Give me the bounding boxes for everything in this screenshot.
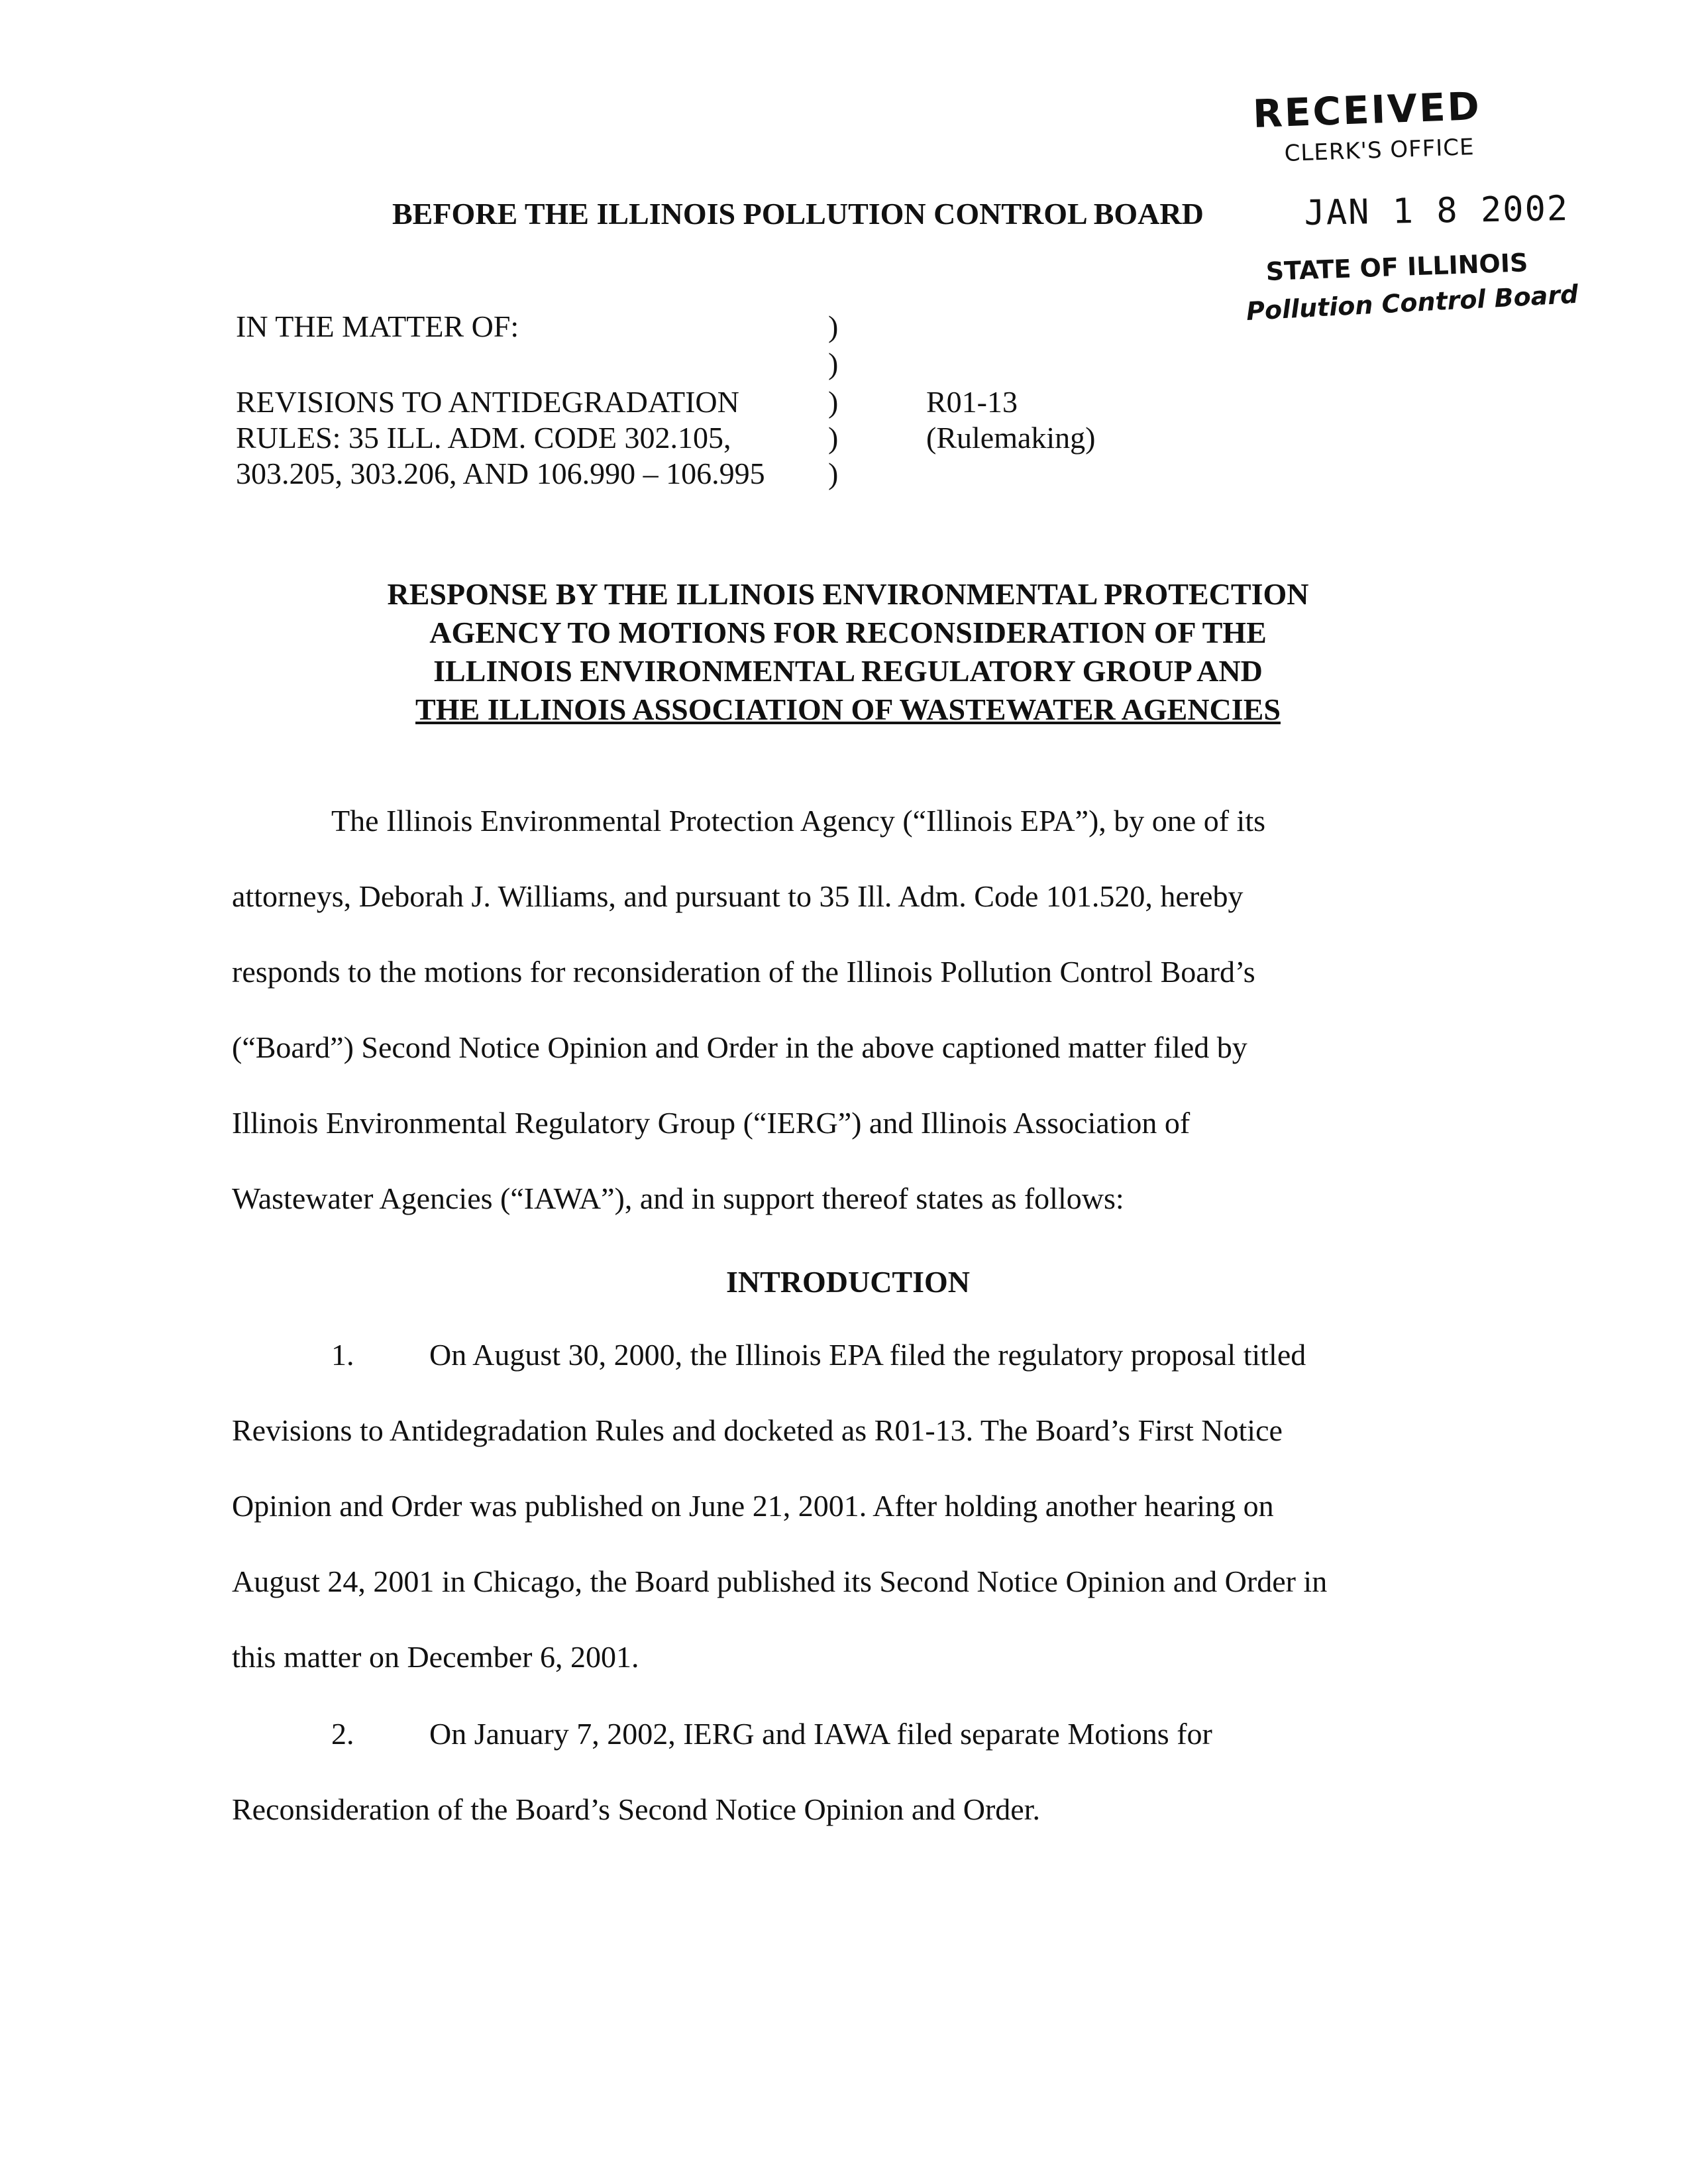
received-date-stamp: JAN 1 8 2002 [1304, 189, 1569, 233]
caption-paren: ) [828, 385, 839, 419]
caption-paren: ) [828, 347, 839, 380]
received-stamp: RECEIVED [1252, 83, 1482, 136]
paragraph-number: 1. [331, 1338, 354, 1372]
clerks-office-stamp: CLERK'S OFFICE [1284, 133, 1475, 167]
response-heading [0, 575, 1696, 729]
paragraph-line: responds to the motions for reconsideration of the Illinois Pollution Control Board’s [232, 955, 1255, 989]
section-title: INTRODUCTION [725, 1265, 971, 1299]
heading-line: AGENCY TO MOTIONS FOR RECONSIDERATION OF THE [429, 616, 1267, 649]
paragraph-line: On August 30, 2000, the Illinois EPA filed the regulatory proposal titled [429, 1338, 1306, 1372]
caption-line: 303.205, 303.206, AND 106.990 – 106.995 [236, 457, 765, 490]
paragraph-line: Revisions to Antidegradation Rules and docketed as R01-13. The Board’s First Notice [232, 1413, 1283, 1447]
heading-line: ILLINOIS ENVIRONMENTAL REGULATORY GROUP AND [433, 654, 1263, 688]
paragraph-line: The Illinois Environmental Protection Agency (“Illinois EPA”), by one of its [331, 804, 1266, 838]
paragraph-line: August 24, 2001 in Chicago, the Board published its Second Notice Opinion and Order in [232, 1564, 1328, 1598]
board-title: BEFORE THE ILLINOIS POLLUTION CONTROL BOARD [392, 197, 1204, 231]
heading-line: RESPONSE BY THE ILLINOIS ENVIRONMENTAL PROTECTION [387, 577, 1309, 611]
caption-line: RULES: 35 ILL. ADM. CODE 302.105, [236, 421, 731, 455]
docket-type: (Rulemaking) [926, 421, 1096, 455]
caption-paren: ) [828, 309, 839, 343]
paragraph-line: (“Board”) Second Notice Opinion and Order in the above captioned matter filed by [232, 1030, 1247, 1064]
paragraph-line: Reconsideration of the Board’s Second Notice Opinion and Order. [232, 1792, 1040, 1826]
pollution-control-board-stamp: Pollution Control Board [1246, 279, 1579, 326]
paragraph-line: Illinois Environmental Regulatory Group (“IERG”) and Illinois Association of [232, 1106, 1191, 1140]
state-of-illinois-stamp: STATE OF ILLINOIS [1265, 248, 1529, 286]
docket-number: R01-13 [926, 385, 1018, 419]
paragraph-line: On January 7, 2002, IERG and IAWA filed separate Motions for [429, 1717, 1212, 1751]
paragraph-number: 2. [331, 1717, 354, 1751]
caption-paren: ) [828, 421, 839, 455]
heading-line: THE ILLINOIS ASSOCIATION OF WASTEWATER AGENCIES [415, 692, 1281, 726]
paragraph-line: Opinion and Order was published on June 21, 2001. After holding another hearing on [232, 1489, 1274, 1523]
paragraph-line: Wastewater Agencies (“IAWA”), and in support thereof states as follows: [232, 1181, 1124, 1215]
caption-paren: ) [828, 457, 839, 490]
paragraph-line: attorneys, Deborah J. Williams, and pursuant to 35 Ill. Adm. Code 101.520, hereby [232, 879, 1244, 913]
caption-line: REVISIONS TO ANTIDEGRADATION [236, 385, 739, 419]
caption-line: IN THE MATTER OF: [236, 309, 519, 343]
paragraph-line: this matter on December 6, 2001. [232, 1640, 639, 1674]
